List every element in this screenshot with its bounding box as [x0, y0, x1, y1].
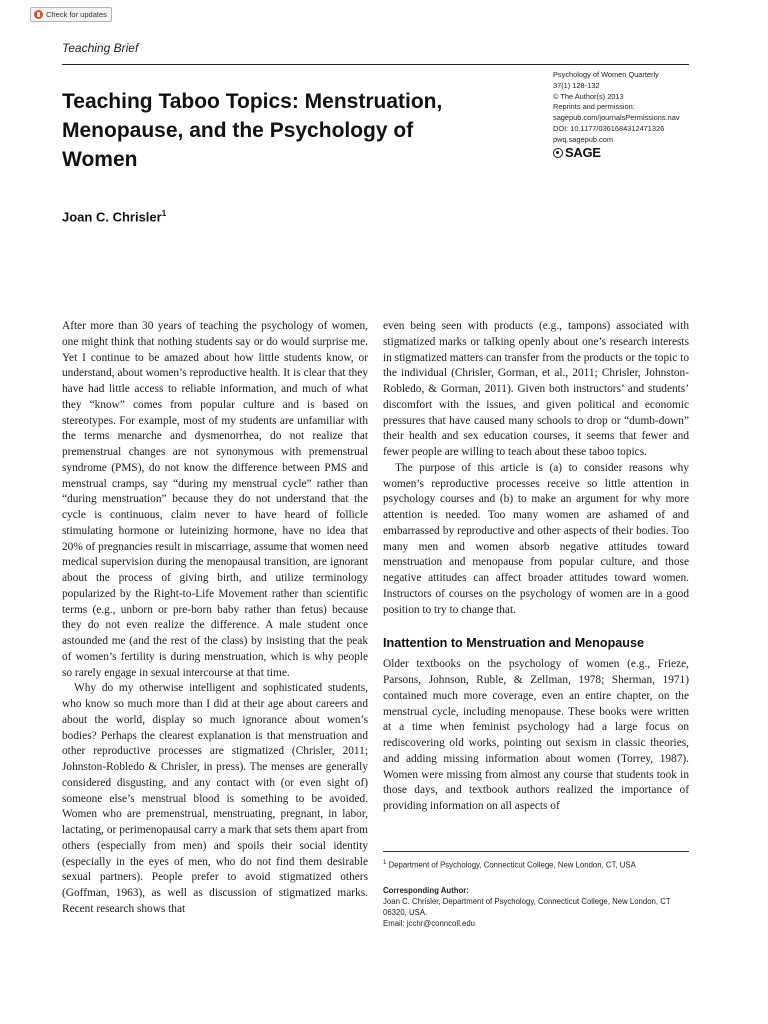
section-label: Teaching Brief: [62, 41, 139, 55]
footnote-mark: 1: [383, 860, 387, 866]
author-line: [62, 209, 166, 224]
body-column-left: [62, 319, 368, 918]
doi[interactable]: DOI: 10.1177/0361684312471326: [553, 123, 665, 133]
publication-info: [553, 70, 703, 158]
paragraph: Why do my otherwise intelligent and sophisticated students, who know so much more than I did at their age about careers and about the world, display so much ignorance about women’s bodies? Perhaps the clearest explanation is that menstruation and other reproductive processes are stigmatized (Chrisler, 2011; Johnston-Robledo & Chrisler, in press). The menses are generally considered disgusting, and any contact with (or even sight of) someone else’s menstrual blood is something to be avoided. Women who are premenstrual, menstruating, pregnant, in labor, lactating, or perimenopausal carry a mark that sets them apart from others (especially from men) and spoils their social identity (especially in the eyes of men, who do not find them desirable sexual partners). People prefer to avoid stigmatized others (Goffman, 1963), as well as discussion of stigmatized marks. Recent research shows that: [62, 682, 368, 915]
paragraph: The purpose of this article is (a) to consider reasons why women’s reproductive processes receive so little attention in psychology courses and (b) to make an argument for why more attention is needed. Too many women are ashamed of and embarrassed by reproductive and other aspects of their bodies. Too many men and women absorb negative attitudes toward menstruation and menopause from popular culture, and those negative attitudes can affect broader attitudes toward women. Instructors of courses on the psychology of women are in a good position to try to change that.: [383, 461, 689, 616]
journal-name: Psychology of Women Quarterly: [553, 70, 659, 79]
sage-logo-icon: [553, 148, 563, 158]
publisher-name: SAGE: [565, 144, 601, 160]
section-heading: Inattention to Menstruation and Menopause: [383, 636, 644, 651]
affiliation-footnote: [383, 858, 689, 871]
corresponding-author-heading: Corresponding Author:: [383, 885, 469, 895]
reprints-link[interactable]: sagepub.com/journalsPermissions.nav: [553, 113, 680, 123]
check-for-updates-badge[interactable]: [30, 7, 112, 22]
article-title: Teaching Taboo Topics: Menstruation, Menopause, and the Psychology of Women: [62, 90, 443, 171]
author-name: Joan C. Chrisler: [62, 209, 162, 225]
journal-site-link[interactable]: pwq.sagepub.com: [553, 134, 613, 144]
publisher-logo: [553, 144, 703, 160]
reprints-label: Reprints and permission:: [553, 102, 635, 112]
header-rule: [62, 64, 689, 65]
copyright: © The Author(s) 2013: [553, 91, 624, 101]
corresponding-author-text: Joan C. Chrisler, Department of Psychology, Connecticut College, New London, CT 06320, USA.: [383, 896, 671, 917]
paragraph: even being seen with products (e.g., tampons) associated with stigmatized marks or talking openly about one’s research interests in stigmatized matters can transfer from the products or the topic to the individual (Chrisler, Gorman, et al., 2011; Chrisler, Johnston-Robledo, & Gorman, 2011). Given both instructors’ and students’ discomfort with the issues, and given political and economic pressures that have caused many schools to drop or “dumb-down” their health and sex education courses, it seems that fewer and fewer people are willing to teach about these taboo topics.: [383, 320, 689, 458]
body-column-right: [383, 319, 689, 815]
affiliation-text: Department of Psychology, Connecticut College, New London, CT, USA: [388, 860, 636, 870]
corresponding-author-email[interactable]: Email: jcchr@conncoll.edu: [383, 918, 475, 928]
update-icon: [34, 10, 43, 19]
author-affiliation-mark: 1: [161, 209, 167, 218]
volume-pages: 37(1) 128-132: [553, 80, 600, 90]
paragraph: After more than 30 years of teaching the psychology of women, one might think that nothing students say or do would surprise me. Yet I continue to be amazed about how little students know, or understand, about women’s reproductive health. It is clear that they have had little access to reliable information, and much of what they “know” comes from popular culture and is based on stereotypes. For example, most of my students are unfamiliar with the terms menarche and dysmenorrhea, do not realize that premenstrual changes are not synonymous with premenstrual syndrome (PMS), do not know the difference between PMS and menstrual cramps, say “during my menstrual cycle” rather than “during menstruation” because they do not understand that the cycle is continuous, claim never to have heard of follicle stimulating hormone or luteinizing hormone, have no idea that 20% of pregnancies result in miscarriage, assume that women need medical supervision during the menopausal transition, are ignorant about the process of giving birth, and utilize terminology popularized by the Right-to-Life Movement rather than scientific terms (e.g., unborn or pre-born baby rather than fetus) because they do not even realize the difference. A male student once astounded me (and the rest of the class) by insisting that the peak of women’s fertility is during menstruation, which is why people so rarely engage in sexual intercourse at that time.: [62, 320, 368, 679]
paragraph: Older textbooks on the psychology of women (e.g., Frieze, Parsons, Johnson, Ruble, & Zellman, 1978; Sherman, 1971) contained much more coverage, even an entire chapter, on the menstrual cycle, including menopause. These books were written at a time when feminist psychology had a large focus on rediscovering old works, pointing out sexism in classic theories, and adding missing information about women (Torrey, 1987). Women were missing from almost any course that students took in those days, and textbook authors realized the importance of providing information on all aspects of: [383, 658, 689, 812]
footnotes: [383, 851, 689, 929]
check-for-updates-label: Check for updates: [46, 10, 107, 19]
